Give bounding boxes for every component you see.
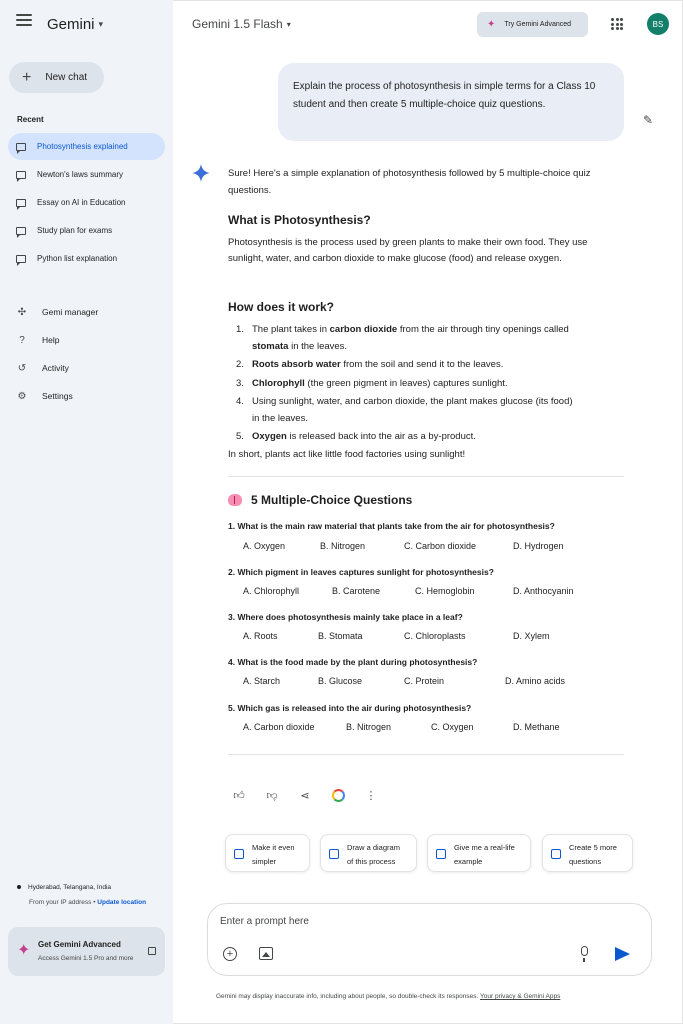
divider (228, 754, 624, 755)
thumbs-down-icon[interactable]: 👎︎ (266, 789, 278, 802)
suggestion-chip[interactable] (542, 834, 633, 872)
question: 5. Which gas is released into the air during photosynthesis? (228, 703, 472, 713)
list-item (236, 357, 616, 374)
paragraph-what: Photosynthesis is the process used by green plants to make their own food. They use sunlight, water, and carbon dioxide to make glucose (food) and release oxygen. (228, 237, 588, 265)
microphone-icon[interactable] (581, 946, 588, 956)
options-row (243, 541, 623, 553)
menu-label: Gemi manager (42, 307, 99, 317)
options-row (243, 631, 623, 643)
share-icon[interactable]: ⋖ (300, 789, 310, 802)
recent-item[interactable] (8, 189, 165, 216)
step-number: 4. (236, 396, 244, 407)
options-row (243, 722, 623, 734)
list-item (236, 376, 616, 393)
prompt-input[interactable] (220, 916, 620, 927)
option: B. Nitrogen (320, 541, 366, 551)
heading-mcq (228, 493, 412, 507)
avatar[interactable]: BS (647, 13, 669, 35)
hamburger-icon[interactable] (16, 14, 32, 26)
settings-icon: ⚙ (17, 390, 27, 402)
recent-heading: Recent (17, 115, 44, 124)
more-icon[interactable]: ⋮ (365, 789, 377, 802)
try-advanced-button[interactable] (477, 12, 588, 37)
sidebar-item-settings[interactable] (16, 382, 98, 410)
disclaimer (216, 993, 560, 1000)
location-text (17, 884, 111, 891)
suggestion-label: Give me a real-life example (454, 843, 515, 866)
brain-icon (228, 494, 242, 506)
try-advanced-label: Try Gemini Advanced (504, 21, 572, 28)
options-row (243, 586, 623, 598)
option: C. Protein (404, 676, 445, 686)
advanced-title: Get Gemini Advanced (38, 940, 121, 949)
response-actions (231, 787, 396, 803)
option: B. Glucose (318, 676, 363, 686)
recent-item-label: Photosynthesis explained (37, 142, 128, 151)
recent-item[interactable] (8, 217, 165, 244)
option: D. Anthocyanin (513, 586, 574, 596)
advanced-subtitle: Access Gemini 1.5 Pro and more (38, 955, 134, 962)
suggestion-icon (551, 849, 561, 859)
menu-button[interactable] (16, 14, 32, 26)
plus-icon: + (22, 68, 32, 86)
option: A. Starch (243, 676, 281, 686)
question: 2. Which pigment in leaves captures sunlight for photosynthesis? (228, 567, 494, 577)
prompt-box (207, 903, 652, 976)
step-text: Using sunlight, water, and carbon dioxide, the plant makes glucose (its food) in the leaves. (252, 396, 573, 424)
mcq-heading-label: 5 Multiple-Choice Questions (251, 493, 413, 507)
new-chat-button[interactable] (9, 62, 104, 93)
option: D. Amino acids (505, 676, 566, 686)
step-text: Chlorophyll (the green pigment in leaves) captures sunlight. (252, 377, 508, 389)
suggestion-chip[interactable] (427, 834, 531, 872)
steps-list (236, 322, 616, 448)
suggestion-label: Create 5 more questions (569, 843, 617, 866)
menu-label: Activity (42, 363, 69, 373)
option: B. Stomata (318, 631, 363, 641)
step-number: 2. (236, 359, 244, 370)
model-selector[interactable] (192, 17, 291, 31)
divider (228, 476, 624, 477)
recent-item-label: Python list explanation (37, 254, 118, 263)
sidebar (0, 0, 173, 1024)
step-number: 5. (236, 431, 244, 442)
new-chat-label: New chat (45, 72, 88, 83)
option: C. Oxygen (431, 722, 474, 732)
option: D. Methane (513, 722, 560, 732)
recent-item-label: Essay on AI in Education (37, 198, 126, 207)
edit-icon[interactable]: ✎ (643, 113, 654, 127)
list-item (236, 322, 616, 355)
chat-icon (16, 143, 26, 151)
suggestion-chip[interactable] (225, 834, 310, 872)
chevron-down-icon: ▾ (98, 19, 104, 29)
question: 4. What is the food made by the plant during photosynthesis? (228, 657, 478, 667)
model-label: Gemini 1.5 Flash (192, 17, 283, 31)
question: 3. Where does photosynthesis mainly take place in a leaf? (228, 612, 463, 622)
option: C. Carbon dioxide (404, 541, 477, 551)
disclaimer-text: Gemini may display inaccurate info, including about people, so double-check its responses. (216, 993, 481, 1000)
recent-item-label: Newton's laws summary (37, 170, 123, 179)
chat-icon (16, 227, 26, 235)
help-icon: ? (19, 334, 25, 346)
list-item (236, 429, 616, 446)
location-label: Hyderabad, Telangana, India (28, 884, 111, 891)
step-number: 1. (236, 324, 244, 335)
chat-icon (16, 171, 26, 179)
gem-icon: ✣ (17, 306, 27, 318)
user-prompt-bubble: Explain the process of photosynthesis in simple terms for a Class 10 student and then create 5 multiple-choice quiz questions. (278, 63, 624, 141)
sparkle-icon: ✦ (17, 942, 31, 959)
option: B. Nitrogen (346, 722, 392, 732)
menu-label: Settings (42, 391, 73, 401)
recent-item-label: Study plan for exams (37, 226, 113, 235)
recent-item[interactable] (8, 245, 165, 272)
suggestion-label: Draw a diagram of this process (347, 843, 400, 866)
gemini-star-icon (192, 164, 210, 182)
options-row (243, 676, 623, 688)
chat-icon (16, 255, 26, 263)
step-text: The plant takes in carbon dioxide from the air through tiny openings called stomata in the leaves. (252, 324, 569, 352)
option: A. Roots (243, 631, 278, 641)
suggestion-icon (234, 849, 244, 859)
summary-text: In short, plants act like little food factories using sunlight! (228, 449, 466, 460)
sidebar-item-activity[interactable] (16, 354, 98, 382)
option: B. Carotene (332, 586, 381, 596)
apps-grid-icon[interactable] (611, 18, 623, 30)
google-icon[interactable] (330, 787, 346, 803)
chat-icon (16, 199, 26, 207)
option: A. Oxygen (243, 541, 286, 551)
brand-menu[interactable] (47, 16, 103, 33)
external-link-icon (148, 947, 156, 955)
sparkle-icon: ✦ (487, 19, 496, 30)
option: C. Chloroplasts (404, 631, 466, 641)
option: C. Hemoglobin (415, 586, 475, 596)
send-icon[interactable] (615, 947, 630, 961)
location-source-label: From your IP address (29, 899, 92, 906)
recent-item[interactable] (8, 133, 165, 160)
update-location-link[interactable]: Update location (97, 899, 147, 906)
brand-label: Gemini (47, 16, 95, 33)
heading-what: What is Photosynthesis? (228, 213, 371, 227)
sidebar-item-gem-manager[interactable] (16, 298, 98, 326)
response-intro: Sure! Here's a simple explanation of photosynthesis followed by 5 multiple-choice quiz questions. (228, 168, 591, 196)
add-icon[interactable]: + (223, 947, 237, 961)
sidebar-menu (16, 298, 98, 410)
thumbs-up-icon[interactable]: 👍︎ (233, 789, 245, 802)
suggestion-icon (329, 849, 339, 859)
question: 1. What is the main raw material that plants take from the air for photosynthesis? (228, 521, 555, 531)
suggestion-icon (436, 849, 446, 859)
option: A. Chlorophyll (243, 586, 300, 596)
image-upload-icon[interactable] (259, 947, 273, 960)
privacy-link[interactable]: Your privacy & Gemini Apps (480, 993, 561, 1000)
location-source: From your IP address • Update location (29, 899, 147, 906)
step-number: 3. (236, 377, 244, 389)
chevron-down-icon: ▾ (286, 19, 291, 29)
suggestion-label: Make it even simpler (252, 843, 295, 866)
option: D. Hydrogen (513, 541, 564, 551)
option: D. Xylem (513, 631, 550, 641)
heading-how: How does it work? (228, 300, 335, 314)
activity-icon: ↺ (17, 362, 27, 374)
suggestion-chip[interactable] (320, 834, 417, 872)
option: A. Carbon dioxide (243, 722, 315, 732)
recent-list (8, 133, 165, 273)
step-text: Roots absorb water from the soil and send it to the leaves. (252, 359, 504, 370)
location-dot-icon (17, 885, 21, 889)
sidebar-item-help[interactable] (16, 326, 98, 354)
get-advanced-card[interactable] (8, 927, 165, 976)
menu-label: Help (42, 335, 60, 345)
step-text: Oxygen is released back into the air as a by-product. (252, 431, 476, 442)
list-item (236, 394, 616, 427)
recent-item[interactable] (8, 161, 165, 188)
